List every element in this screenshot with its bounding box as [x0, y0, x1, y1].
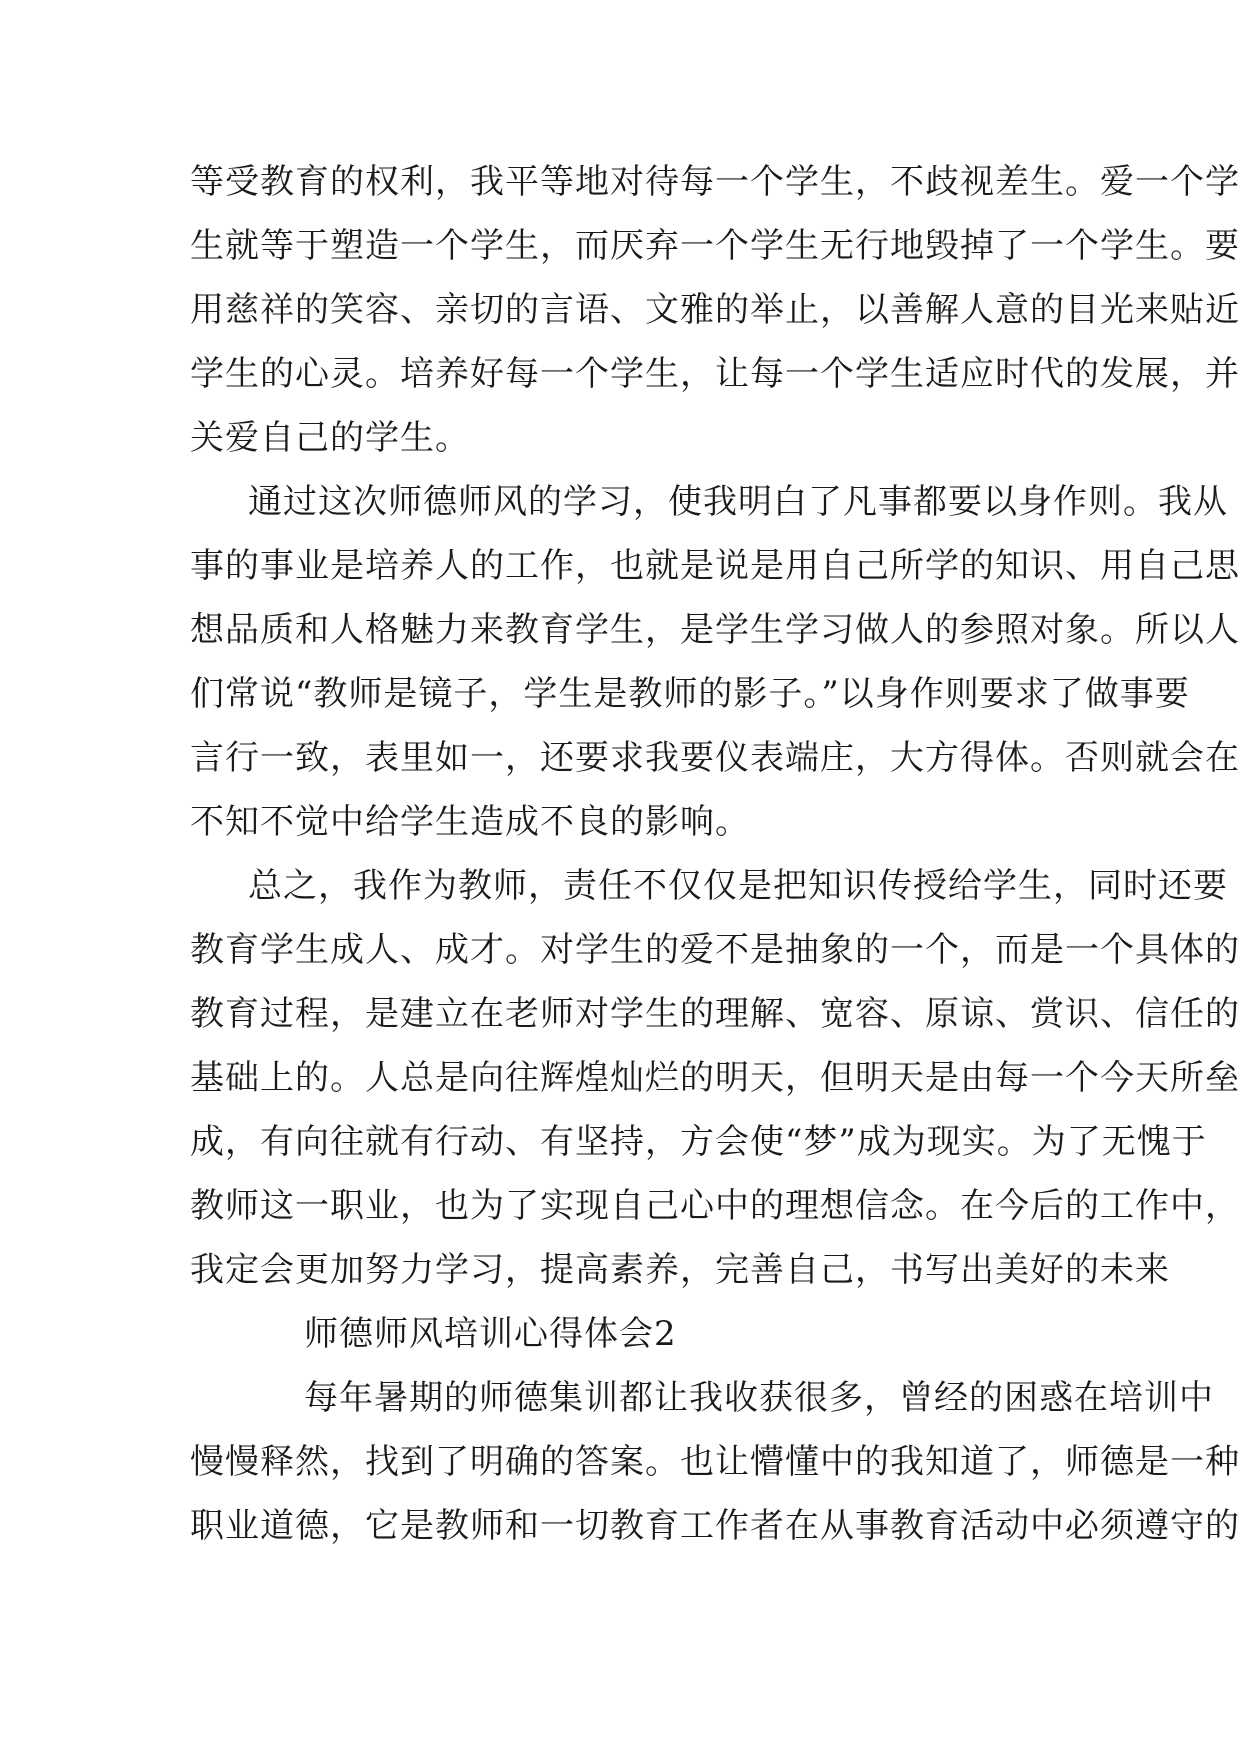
paragraph-line: 通过这次师德师风的学习，使我明白了凡事都要以身作则。我从 [248, 482, 1228, 522]
paragraph-line: 教师这一职业，也为了实现自己心中的理想信念。在今后的工作中， [190, 1186, 1240, 1226]
paragraph-line: 事的事业是培养人的工作，也就是说是用自己所学的知识、用自己思 [190, 546, 1240, 586]
paragraph-line: 不知不觉中给学生造成不良的影响。 [190, 802, 750, 842]
paragraph-line: 用慈祥的笑容、亲切的言语、文雅的举止，以善解人意的目光来贴近 [190, 290, 1240, 330]
paragraph-line: 慢慢释然，找到了明确的答案。也让懵懂中的我知道了，师德是一种 [190, 1442, 1240, 1482]
paragraph-line: 关爱自己的学生。 [190, 418, 470, 458]
paragraph-line: 生就等于塑造一个学生，而厌弃一个学生无行地毁掉了一个学生。要 [190, 226, 1240, 266]
paragraph-line: 们常说“教师是镜子，学生是教师的影子。”以身作则要求了做事要 [190, 674, 1190, 714]
paragraph-line: 教育学生成人、成才。对学生的爱不是抽象的一个，而是一个具体的 [190, 930, 1240, 970]
paragraph-line: 基础上的。人总是向往辉煌灿烂的明天，但明天是由每一个今天所垒 [190, 1058, 1240, 1098]
paragraph-line: 我定会更加努力学习，提高素养，完善自己，书写出美好的未来 [190, 1250, 1170, 1290]
section-heading: 师德师风培训心得体会2 [304, 1314, 677, 1354]
paragraph-line: 每年暑期的师德集训都让我收获很多，曾经的困惑在培训中 [304, 1378, 1214, 1418]
paragraph-line: 想品质和人格魅力来教育学生，是学生学习做人的参照对象。所以人 [190, 610, 1240, 650]
paragraph-line: 学生的心灵。培养好每一个学生，让每一个学生适应时代的发展，并 [190, 354, 1240, 394]
paragraph-line: 教育过程，是建立在老师对学生的理解、宽容、原谅、赏识、信任的 [190, 994, 1240, 1034]
paragraph-line: 成，有向往就有行动、有坚持，方会使“梦”成为现实。为了无愧于 [190, 1122, 1207, 1162]
paragraph-line: 总之，我作为教师，责任不仅仅是把知识传授给学生，同时还要 [248, 866, 1228, 906]
paragraph-line: 职业道德，它是教师和一切教育工作者在从事教育活动中必须遵守的 [190, 1506, 1240, 1546]
paragraph-line: 言行一致，表里如一，还要求我要仪表端庄，大方得体。否则就会在 [190, 738, 1240, 778]
paragraph-line: 等受教育的权利，我平等地对待每一个学生，不歧视差生。爱一个学 [190, 162, 1240, 202]
